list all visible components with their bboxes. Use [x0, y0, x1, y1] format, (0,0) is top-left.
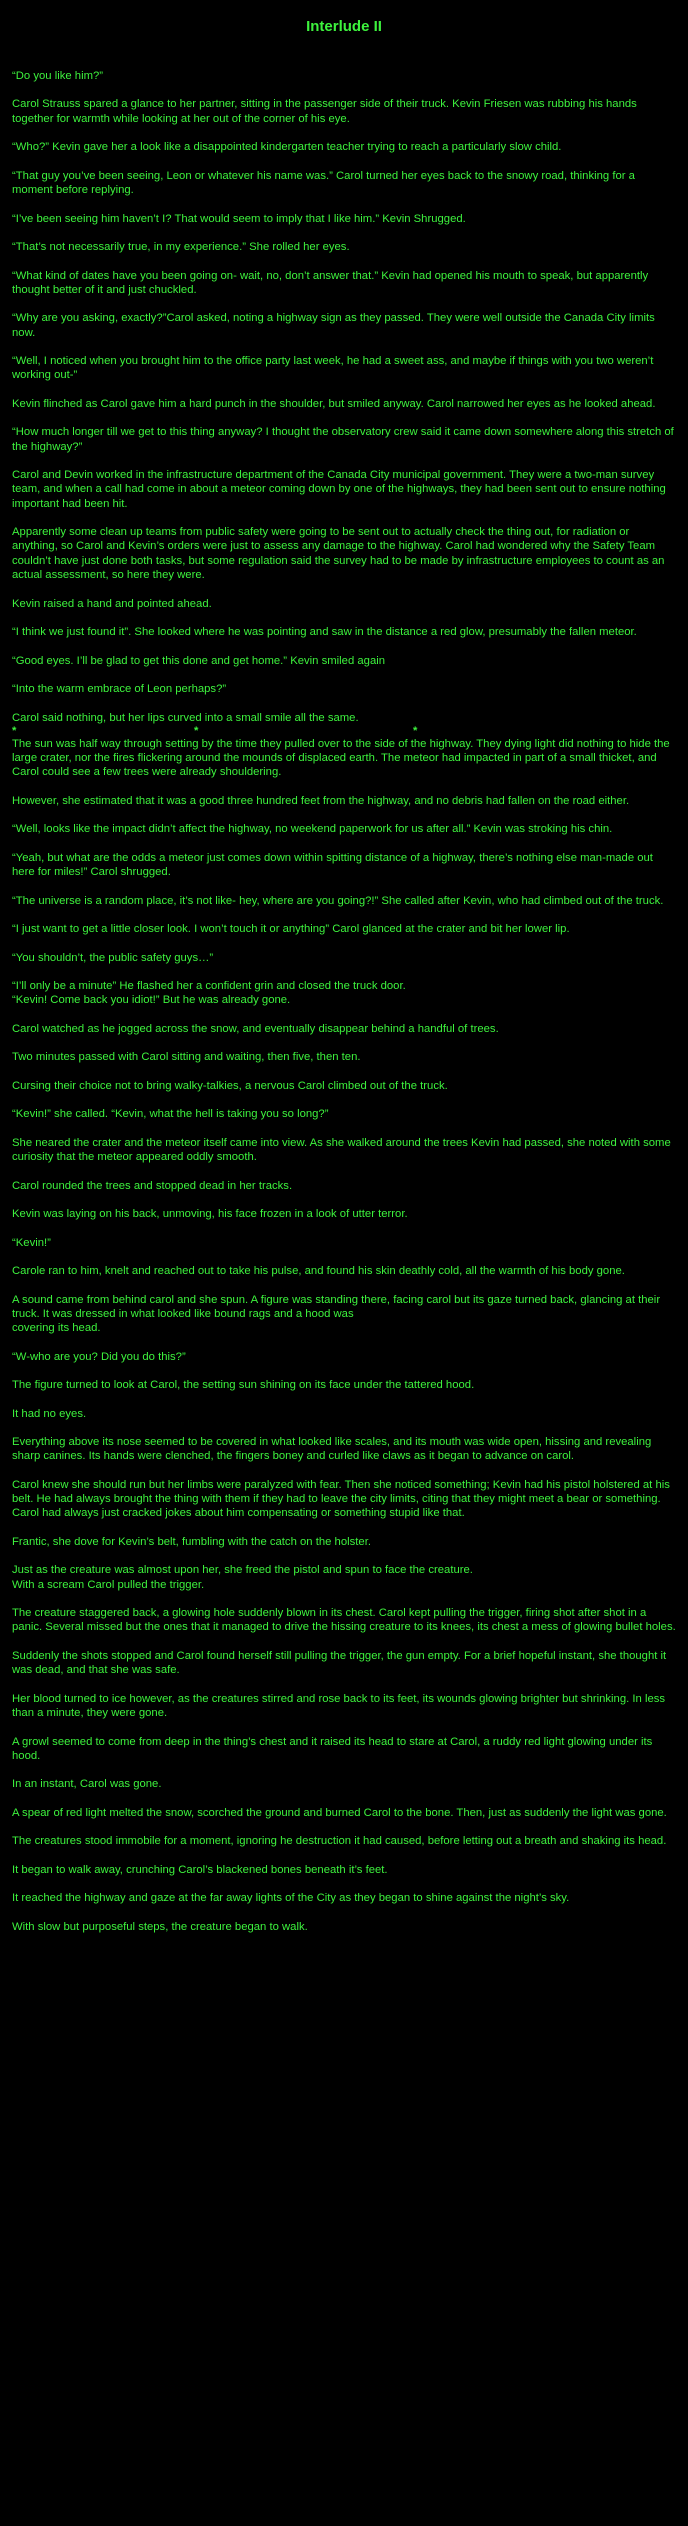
story-paragraph: Just as the creature was almost upon her, she freed the pistol and spun to face the creature. With a scream Carol pulled the trigger. — [12, 1564, 473, 1591]
story-paragraph: “The universe is a random place, it’s not like- hey, where are you going?!” She called after Kevin, who had climbed out of the truck. — [12, 894, 664, 907]
story-paragraph: “Into the warm embrace of Leon perhaps?” — [12, 683, 227, 696]
story-paragraph: “That’s not necessarily true, in my experience.” She rolled her eyes. — [12, 241, 350, 254]
story-paragraph: Carol watched as he jogged across the snow, and eventually disappear behind a handful of trees. — [12, 1022, 499, 1035]
story-paragraph: Suddenly the shots stopped and Carol found herself still pulling the trigger, the gun empty. For a brief hopeful instant, she thought it was dead, and that she was safe. — [12, 1649, 667, 1677]
story-section-one — [12, 69, 676, 725]
story-paragraph: “W-who are you? Did you do this?” — [12, 1350, 186, 1363]
story-section-two — [12, 737, 676, 1934]
separator-star: * — [413, 724, 418, 737]
story-paragraph: It had no eyes. — [12, 1407, 87, 1420]
story-paragraph: The creature staggered back, a glowing hole suddenly blown in its chest. Carol kept pulling the trigger, firing shot after shot in a panic. Several missed but the ones that it managed to drive the hissing creature to its knees, its chest a mess of glowing bullet holes. — [12, 1607, 676, 1634]
story-paragraph: “Kevin!” she called. “Kevin, what the hell is taking you so long?” — [12, 1108, 329, 1121]
story-paragraph: Carole ran to him, knelt and reached out to take his pulse, and found his skin deathly cold, all the warmth of his body gone. — [12, 1265, 625, 1278]
story-paragraph: Carol said nothing, but her lips curved into a small smile all the same. — [12, 711, 359, 724]
story-paragraph: Carol Strauss spared a glance to her partner, sitting in the passenger side of their truck. Kevin Friesen was rubbing his hands together for warmth while looking at her out of the corner of his eye. — [12, 98, 637, 125]
story-paragraph: “That guy you’ve been seeing, Leon or whatever his name was.” Carol turned her eyes back to the snowy road, thinking for a moment before replying. — [12, 169, 635, 197]
story-paragraph: The sun was half way through setting by the time they pulled over to the side of the highway. They dying light did nothing to hide the large crater, nor the fires flickering around the mounds of displaced earth. The meteor had impacted in part of a small thicket, and Carol could see a few trees were already shouldering. — [12, 737, 670, 779]
story-body — [12, 69, 676, 1934]
story-paragraph: “Yeah, but what are the odds a meteor just comes down within spitting distance of a highway, there’s nothing else man-made out here for miles!” Carol shrugged. — [12, 851, 653, 879]
story-paragraph: Apparently some clean up teams from public safety were going to be sent out to actually check the thing out, for radiation or anything, so Carol and Kevin’s orders were just to assess any damage to the highway. Carol had wondered why the Safety Team couldn’t have just done both tasks, but some regulation said the survey had to be made by infrastructure employees to count as an actual assessment, so here they were. — [12, 526, 665, 582]
separator-star: * — [12, 724, 17, 737]
story-paragraph: It began to walk away, crunching Carol’s blackened bones beneath it’s feet. — [12, 1863, 388, 1876]
story-paragraph: In an instant, Carol was gone. — [12, 1778, 162, 1791]
story-paragraph: The creatures stood immobile for a moment, ignoring he destruction it had caused, before letting out a breath and shaking its head. — [12, 1835, 667, 1848]
story-paragraph: Carol rounded the trees and stopped dead in her tracks. — [12, 1179, 293, 1192]
story-paragraph: “Well, looks like the impact didn’t affect the highway, no weekend paperwork for us after all.” Kevin was stroking his chin. — [12, 823, 613, 836]
story-paragraph: Kevin was laying on his back, unmoving, his face frozen in a look of utter terror. — [12, 1208, 408, 1221]
separator-star: * — [194, 724, 199, 737]
story-paragraph: “I think we just found it”. She looked where he was pointing and saw in the distance a red glow, presumably the fallen meteor. — [12, 626, 637, 639]
story-paragraph: “Do you like him?” — [12, 70, 104, 82]
story-paragraph: Frantic, she dove for Kevin’s belt, fumbling with the catch on the holster. — [12, 1535, 371, 1548]
story-paragraph: Two minutes passed with Carol sitting and waiting, then five, then ten. — [12, 1051, 361, 1064]
story-paragraph: Kevin flinched as Carol gave him a hard punch in the shoulder, but smiled anyway. Carol narrowed her eyes as he looked ahead. — [12, 397, 656, 410]
story-paragraph: A sound came from behind carol and she spun. A figure was standing there, facing carol but its gaze turned back, glancing at their truck. It was dressed in what looked like bound rags and a hood was covering its head. — [12, 1293, 661, 1335]
story-paragraph: Kevin raised a hand and pointed ahead. — [12, 597, 212, 610]
story-paragraph: “What kind of dates have you been going on- wait, no, don’t answer that.” Kevin had opened his mouth to speak, but apparently thought better of it and just chuckled. — [12, 269, 649, 296]
story-paragraph: However, she estimated that it was a good three hundred feet from the highway, and no debris had fallen on the road either. — [12, 794, 630, 807]
story-paragraph: “Why are you asking, exactly?”Carol asked, noting a highway sign as they passed. They were well outside the Canada City limits now. — [12, 312, 655, 339]
story-paragraph: “Well, I noticed when you brought him to the office party last week, he had a sweet ass, and maybe if things with you two weren’t working out-” — [12, 355, 654, 382]
story-paragraph: Her blood turned to ice however, as the creatures stirred and rose back to its feet, its wounds glowing brighter but shrinking. In less than a minute, they were gone. — [12, 1692, 666, 1720]
story-paragraph: “Who?” Kevin gave her a look like a disappointed kindergarten teacher trying to reach a particularly slow child. — [12, 141, 562, 154]
story-paragraph: The figure turned to look at Carol, the setting sun shining on its face under the tattered hood. — [12, 1379, 475, 1392]
story-paragraph: It reached the highway and gaze at the far away lights of the City as they began to shine against the night’s sky. — [12, 1892, 570, 1905]
story-paragraph: “Good eyes. I’ll be glad to get this done and get home.” Kevin smiled again — [12, 654, 386, 667]
chapter-title: Interlude II — [306, 18, 382, 35]
story-paragraph: “I just want to get a little closer look. I won’t touch it or anything” Carol glanced at the crater and bit her lower lip. — [12, 923, 570, 936]
story-paragraph: “I’ll only be a minute” He flashed her a confident grin and closed the truck door. “Kevin! Come back you idiot!” But he was already gone. — [12, 980, 406, 1007]
story-paragraph: Carol knew she should run but her limbs were paralyzed with fear. Then she noticed something; Kevin had his pistol holstered at his belt. He had always brought the thing with them if they had to leave the city limits, citing that they might meet a bear or something. Carol had always just cracked jokes about him compensating or something stupid like that. — [12, 1478, 670, 1520]
story-paragraph: Everything above its nose seemed to be covered in what looked like scales, and its mouth was wide open, hissing and revealing sharp canines. Its hands were clenched, the fingers boney and curled like claws as it began to advance on carol. — [12, 1436, 652, 1463]
story-paragraph: She neared the crater and the meteor itself came into view. As she walked around the trees Kevin had passed, she noted with some curiosity that the meteor appeared oddly smooth. — [12, 1136, 671, 1164]
story-paragraph: “Kevin!” — [12, 1236, 51, 1249]
story-paragraph: Cursing their choice not to bring walky-talkies, a nervous Carol climbed out of the truck. — [12, 1079, 448, 1092]
scene-separator — [12, 725, 676, 737]
story-paragraph: A growl seemed to come from deep in the thing’s chest and it raised its head to stare at Carol, a ruddy red light glowing under its hood. — [12, 1735, 653, 1762]
story-paragraph: A spear of red light melted the snow, scorched the ground and burned Carol to the bone. Then, just as suddenly the light was gone. — [12, 1806, 667, 1819]
story-paragraph: “How much longer till we get to this thing anyway? I thought the observatory crew said it came down somewhere along this stretch of the highway?” — [12, 426, 674, 453]
story-paragraph: Carol and Devin worked in the infrastructure department of the Canada City municipal government. They were a two-man survey team, and when a call had come in about a meteor coming down by one of the highways, they had been sent out to ensure nothing important had been hit. — [12, 469, 666, 510]
story-paragraph: “I’ve been seeing him haven’t I? That would seem to imply that I like him.” Kevin Shrugged. — [12, 212, 466, 225]
story-paragraph: With slow but purposeful steps, the creature began to walk. — [12, 1920, 308, 1933]
story-paragraph: “You shouldn’t, the public safety guys…” — [12, 951, 214, 964]
